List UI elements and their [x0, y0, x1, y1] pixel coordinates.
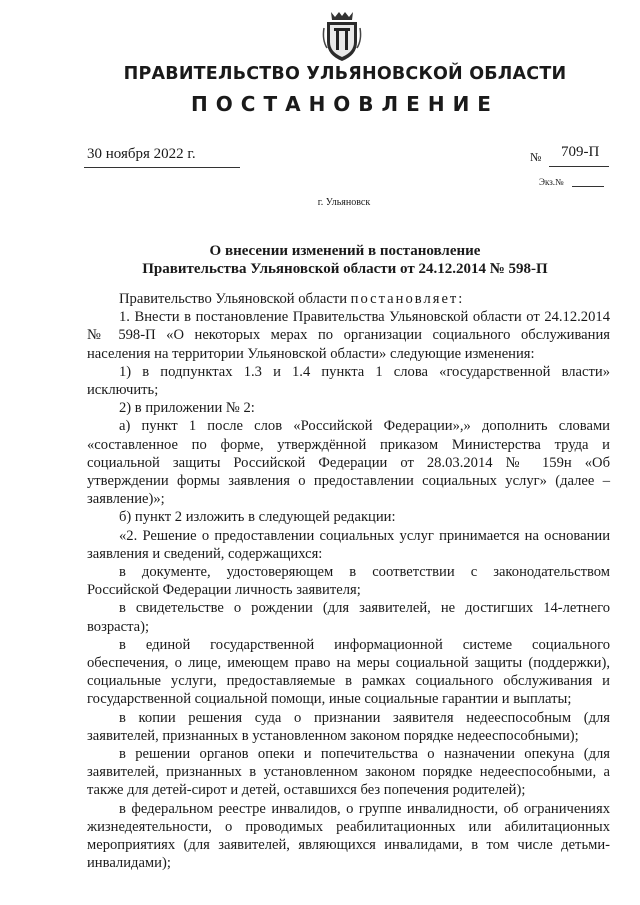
number-sign: № [530, 150, 542, 164]
date-underline [84, 167, 240, 168]
number-underline [549, 166, 609, 167]
body-paragraph: в копии решения суда о признании заявителя недееспособным (для заявителей, признанных в установленном законом порядке недееспособными); [87, 709, 610, 744]
coat-of-arms-icon [321, 8, 363, 62]
body-paragraph: в документе, удостоверяющем в соответствии с законодательством Российской Федерации личность заявителя; [87, 564, 610, 599]
body-paragraph: «2. Решение о предоставлении социальных услуг принимается на основании заявления и сведений, содержащихся: [87, 527, 610, 562]
body-paragraph: в единой государственной информационной системе социального обеспечения, о лице, имеющем право на меры социальной защиты (поддержки), социальные услуги, предоставляемые в рамках социального обслуживания и государственной социальной помощи, иные социальные гарантии и выплаты; [87, 636, 610, 708]
body-paragraph: 2) в приложении № 2: [119, 400, 255, 417]
copy-number-label: Экз.№ [539, 177, 564, 187]
government-title: ПРАВИТЕЛЬСТВО УЛЬЯНОВСКОЙ ОБЛАСТИ [123, 64, 567, 84]
document-number: 709-П [561, 144, 600, 160]
body-paragraph: в федеральном реестре инвалидов, о группе инвалидности, об ограничениях жизнедеятельности, о проводимых реабилитационных или абилитационных мероприятиях (для заявителей, являющихся инвалидами, в том числе детьми-инвалидами); [87, 800, 610, 872]
copy-number-underline [572, 186, 604, 187]
intro-text: Правительство Ульяновской области [119, 291, 351, 307]
document-body [87, 290, 610, 873]
body-paragraph: а) пункт 1 после слов «Российской Федерации»,» дополнить словами «составленное по форме, утверждённой приказом Министерства труда и социальной защиты Российской Федерации от 28.03.2014 № 159н «Об утверждении формы заявления о предоставлении социальных услуг» (далее – заявление)»; [87, 418, 610, 508]
body-paragraph: б) пункт 2 изложить в следующей редакции: [119, 509, 396, 526]
intro-paragraph [87, 290, 610, 308]
subject-line-2: Правительства Ульяновской области от 24.12.2014 № 598-П [142, 261, 548, 277]
body-paragraph: 1. Внести в постановление Правительства Ульяновской области от 24.12.2014 № 598-П «О некоторых мерах по организации социального обслуживания населения на территории Ульяновской области» следующие изменения: [87, 309, 610, 362]
document-subject [80, 242, 610, 278]
body-paragraph: в решении органов опеки и попечительства о назначении опекуна (для заявителей, признанных в установленном законом порядке недееспособными, а также для детей-сирот и детей, оставшихся без попечения родителей); [87, 746, 610, 799]
body-paragraph: в свидетельстве о рождении (для заявителей, не достигших 14-летнего возраста); [87, 600, 610, 635]
document-type: ПОСТАНОВЛЕНИЕ [191, 92, 499, 116]
document-date: 30 ноября 2022 г. [87, 146, 196, 162]
city-label: г. Ульяновск [317, 197, 371, 208]
subject-line-1: О внесении изменений в постановление [209, 243, 481, 259]
intro-verb: постановляет: [350, 291, 465, 307]
body-paragraph: 1) в подпунктах 1.3 и 1.4 пункта 1 слова «государственной власти» исключить; [87, 363, 610, 399]
